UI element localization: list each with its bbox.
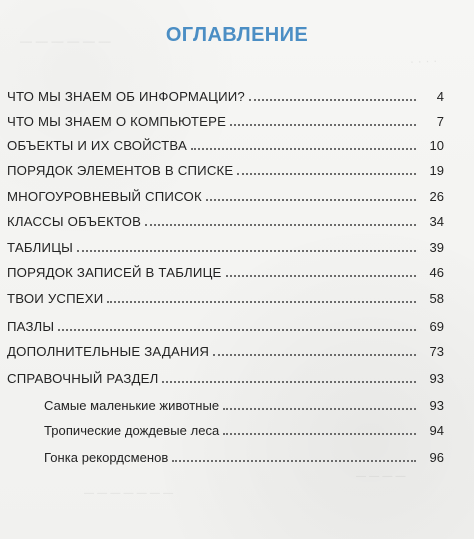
- toc-entry: [7, 320, 444, 333]
- toc-page-number: 69: [429, 319, 444, 335]
- toc-subentry: [44, 451, 444, 464]
- toc-page-number: 10: [429, 138, 444, 154]
- toc-entry-label: ТАБЛИЦЫ: [7, 240, 74, 255]
- bleed-through-text: — — — —: [356, 471, 406, 482]
- dot-leader: [145, 224, 416, 226]
- dot-leader: [191, 148, 416, 150]
- toc-entry: [7, 190, 444, 203]
- toc-page-number: 93: [429, 371, 444, 387]
- bleed-through-text: — — — — — —: [20, 34, 111, 48]
- toc-page-number: 26: [429, 189, 444, 205]
- toc-page-number: 73: [429, 344, 444, 360]
- toc-page-number: 94: [429, 423, 444, 438]
- dot-leader: [206, 199, 416, 201]
- dot-leader: [213, 354, 416, 356]
- toc-page-number: 4: [436, 89, 444, 105]
- dot-leader: [237, 173, 416, 175]
- toc-entry: [7, 241, 444, 254]
- page-title: ОГЛАВЛЕНИЕ: [165, 24, 309, 46]
- dot-leader: [230, 124, 416, 126]
- toc-page-number: 93: [429, 398, 444, 413]
- dot-leader: [223, 408, 416, 410]
- toc-entry-label: ТВОИ УСПЕХИ: [7, 291, 104, 306]
- toc-entry-label: ПОРЯДОК ЗАПИСЕЙ В ТАБЛИЦЕ: [7, 265, 222, 280]
- toc-entry: [7, 266, 444, 279]
- toc-entry: [7, 292, 444, 305]
- toc-entry-label: Тропические дождевые леса: [44, 423, 220, 438]
- toc-page-number: 34: [429, 214, 444, 230]
- toc-entry-label: ОБЪЕКТЫ И ИХ СВОЙСТВА: [7, 138, 187, 153]
- toc-entry-label: ДОПОЛНИТЕЛЬНЫЕ ЗАДАНИЯ: [7, 344, 210, 359]
- bleed-through-text: — — — — — — —: [84, 488, 174, 499]
- toc-entry-label: ЧТО МЫ ЗНАЕМ ОБ ИНФОРМАЦИИ?: [7, 89, 245, 104]
- dot-leader: [107, 301, 416, 303]
- toc-page-number: 7: [436, 114, 444, 130]
- toc-entry: [7, 90, 444, 103]
- dot-leader: [172, 460, 416, 462]
- toc-entry-label: ПАЗЛЫ: [7, 319, 55, 334]
- toc-entry: [7, 345, 444, 358]
- dot-leader: [162, 381, 416, 383]
- toc-entry: [7, 164, 444, 177]
- toc-subentry: [44, 424, 444, 437]
- toc-page-number: 19: [429, 163, 444, 179]
- toc-entry: [7, 372, 444, 385]
- toc-entry: [7, 215, 444, 228]
- bleed-through-text: · · · ·: [409, 53, 438, 69]
- toc-entry-label: Самые маленькие животные: [44, 398, 220, 413]
- toc-subentry: [44, 399, 444, 412]
- toc-entry-label: ЧТО МЫ ЗНАЕМ О КОМПЬЮТЕРЕ: [7, 114, 227, 129]
- toc-entry-label: Гонка рекордсменов: [44, 450, 169, 465]
- toc-entry-label: СПРАВОЧНЫЙ РАЗДЕЛ: [7, 371, 159, 386]
- toc-page-number: 96: [429, 450, 444, 465]
- toc-page-number: 58: [429, 291, 444, 307]
- dot-leader: [58, 329, 416, 331]
- dot-leader: [226, 275, 416, 277]
- dot-leader: [249, 99, 416, 101]
- dot-leader: [223, 433, 416, 435]
- toc-entry-label: КЛАССЫ ОБЪЕКТОВ: [7, 214, 142, 229]
- toc-entry-label: ПОРЯДОК ЭЛЕМЕНТОВ В СПИСКЕ: [7, 163, 234, 178]
- toc-page-number: 46: [429, 265, 444, 281]
- dot-leader: [77, 250, 416, 252]
- toc-page-number: 39: [429, 240, 444, 256]
- toc-entry: [7, 115, 444, 128]
- toc-entry-label: МНОГОУРОВНЕВЫЙ СПИСОК: [7, 189, 202, 204]
- toc-entry: [7, 139, 444, 152]
